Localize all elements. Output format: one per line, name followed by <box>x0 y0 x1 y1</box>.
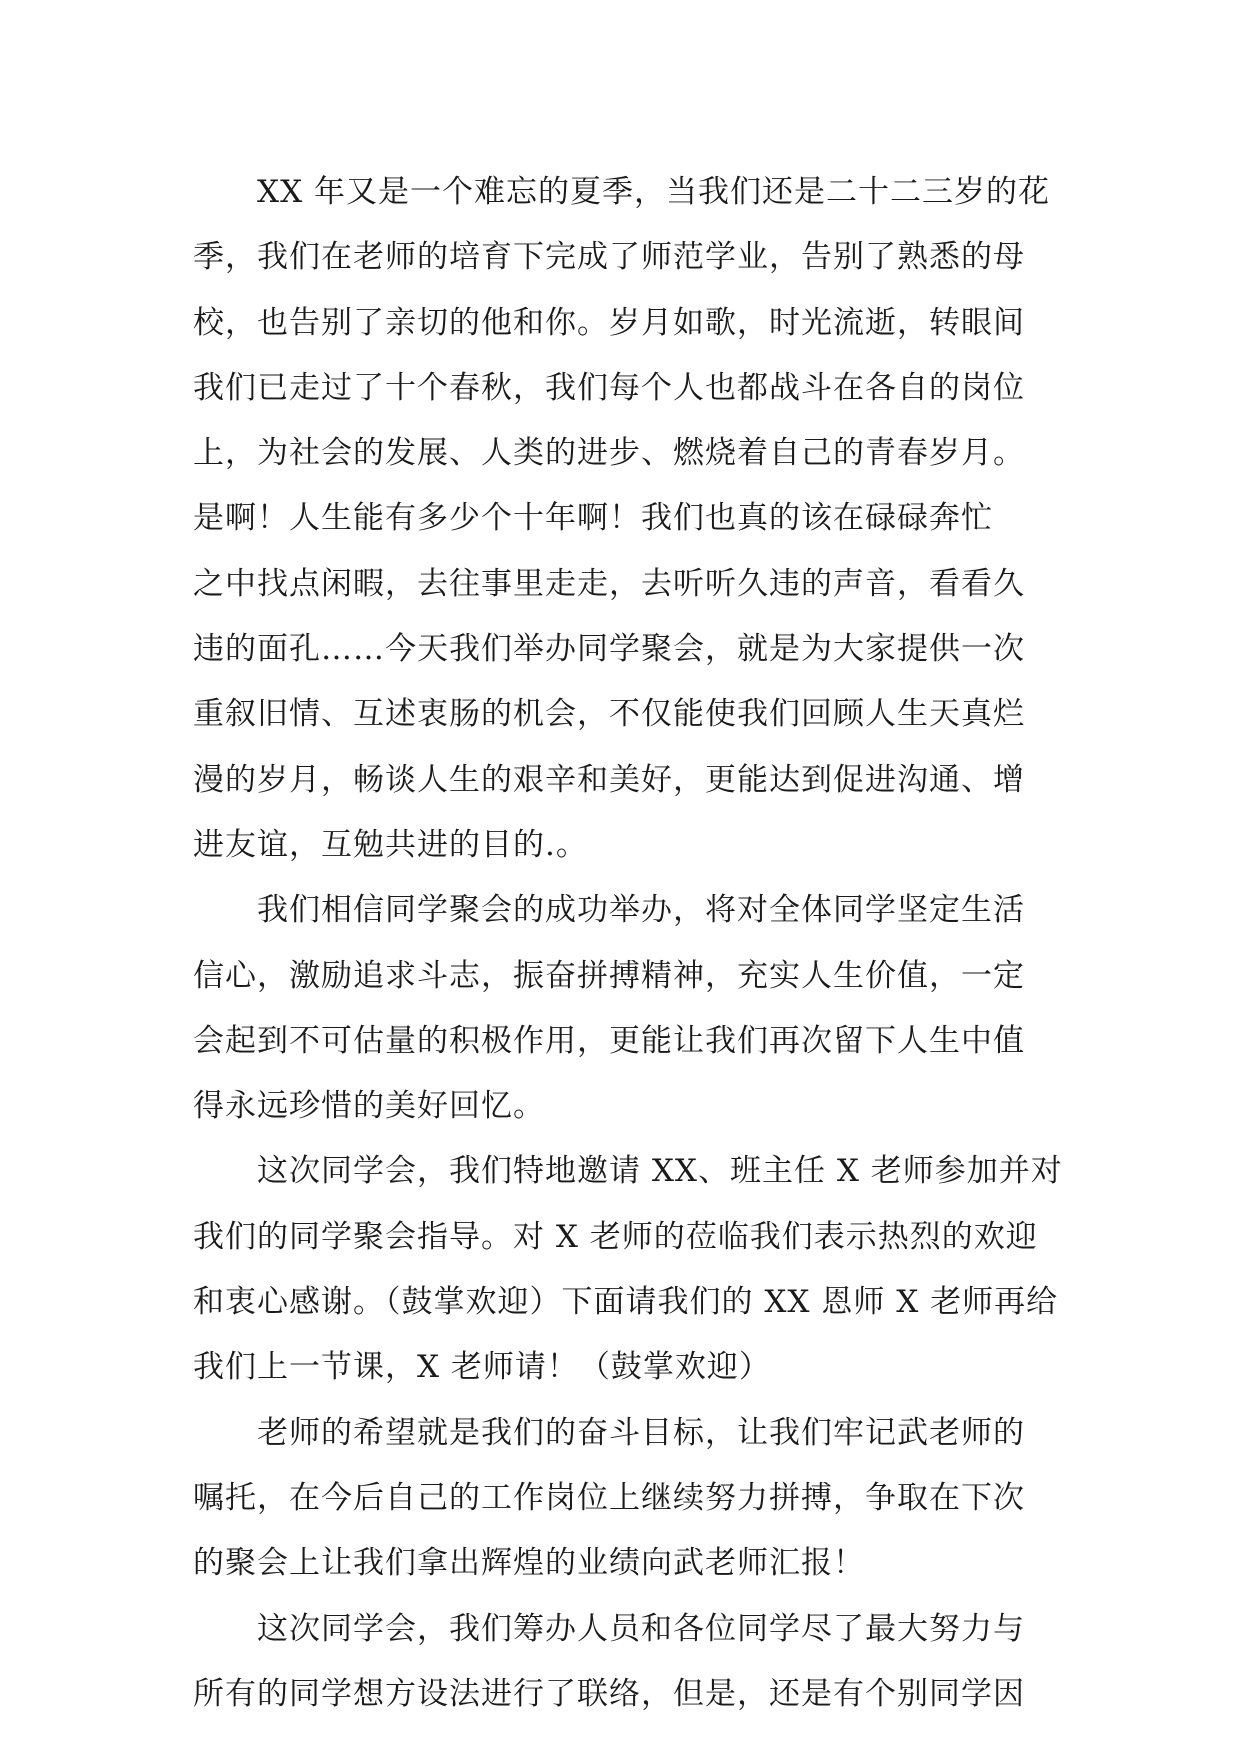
text-line: 的聚会上让我们拿出辉煌的业绩向武老师汇报！ <box>193 1545 865 1582</box>
text-line: 是啊！人生能有多少个十年啊！我们也真的该在碌碌奔忙 <box>193 500 993 537</box>
text-line: 之中找点闲暇，去往事里走走，去听听久违的声音，看看久 <box>193 565 1025 602</box>
paragraph-3 <box>193 1139 1073 1400</box>
text-line: 信心，激励追求斗志，振奋拼搏精神，充实人生价值，一定 <box>193 957 1025 994</box>
text-line: XX 年又是一个难忘的夏季，当我们还是二十二三岁的花 <box>257 174 1050 210</box>
paragraph-5 <box>193 1597 1073 1728</box>
text-line: 违的面孔……今天我们举办同学聚会，就是为大家提供一次 <box>193 631 1025 668</box>
text-line: 我们的同学聚会指导。对 X 老师的莅临我们表示热烈的欢迎 <box>193 1218 1038 1255</box>
text-line: 老师的希望就是我们的奋斗目标，让我们牢记武老师的 <box>257 1414 1025 1451</box>
text-line: 重叙旧情、互述衷肠的机会，不仅能使我们回顾人生天真烂 <box>193 696 1025 733</box>
text-line: 这次同学会，我们特地邀请 XX、班主任 X 老师参加并对 <box>257 1153 1063 1190</box>
text-line: 我们相信同学聚会的成功举办，将对全体同学坚定生活 <box>257 892 1025 929</box>
paragraph-2 <box>193 878 1073 1139</box>
document-body <box>193 160 1073 1727</box>
text-line: 我们已走过了十个春秋，我们每个人也都战斗在各自的岗位 <box>193 369 1025 406</box>
text-line: 季，我们在老师的培育下完成了师范学业，告别了熟悉的母 <box>193 239 1025 276</box>
paragraph-1 <box>193 160 1073 878</box>
text-line: 这次同学会，我们筹办人员和各位同学尽了最大努力与 <box>257 1610 1025 1647</box>
text-line: 和衷心感谢。（鼓掌欢迎）下面请我们的 XX 恩师 X 老师再给 <box>193 1284 1059 1321</box>
paragraph-4 <box>193 1401 1073 1597</box>
text-line: 嘱托，在今后自己的工作岗位上继续努力拼搏，争取在下次 <box>193 1479 1025 1516</box>
text-line: 所有的同学想方设法进行了联络，但是，还是有个别同学因 <box>193 1675 1025 1712</box>
text-line: 漫的岁月，畅谈人生的艰辛和美好，更能达到促进沟通、增 <box>193 761 1025 798</box>
text-line: 进友谊，互勉共进的目的.。 <box>193 826 588 863</box>
text-line: 上，为社会的发展、人类的进步、燃烧着自己的青春岁月。 <box>193 435 1025 472</box>
text-line: 得永远珍惜的美好回忆。 <box>193 1088 545 1125</box>
text-line: 校，也告别了亲切的他和你。岁月如歌，时光流逝，转眼间 <box>193 304 1025 341</box>
text-line: 会起到不可估量的积极作用，更能让我们再次留下人生中值 <box>193 1022 1025 1059</box>
text-line: 我们上一节课，X 老师请！（鼓掌欢迎） <box>193 1349 771 1386</box>
